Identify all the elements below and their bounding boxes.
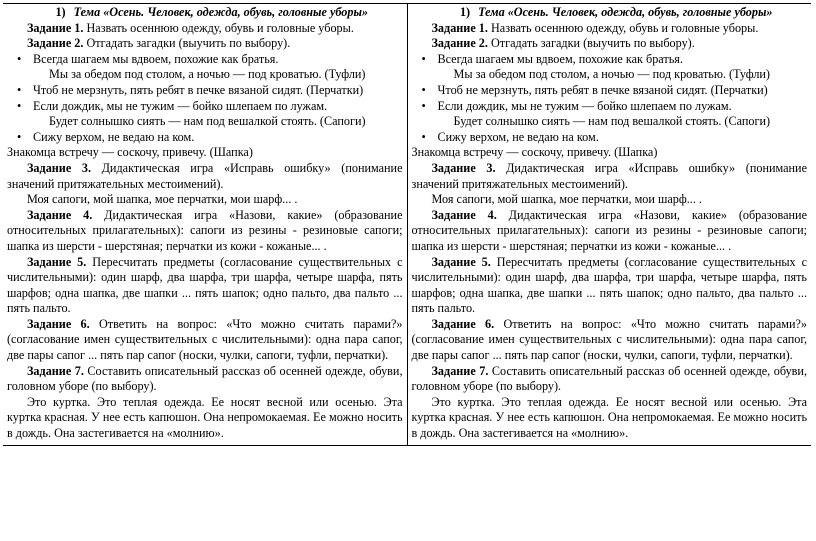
- riddle-item: • Если дождик, мы не тужим — бойко шлепаем по лужам.: [7, 99, 403, 115]
- task-1: Задание 1. Назвать осеннюю одежду, обувь и головные уборы.: [27, 20, 354, 35]
- riddle-line: Мы за обедом под столом, а ночью — под кроватью. (Туфли): [453, 67, 770, 82]
- topic-title: 1) Тема «Осень. Человек, одежда, обувь, головные уборы»: [459, 5, 773, 19]
- task-7: Задание 7. Составить описательный рассказ об осенней одежде, обуви, головном уборе (по выбору).: [7, 363, 403, 394]
- topic-title: 1) Тема «Осень. Человек, одежда, обувь, головные уборы»: [55, 5, 369, 19]
- riddle-item: • Сижу верхом, не ведаю на ком.: [412, 130, 808, 146]
- riddle-line: Будет солнышко сиять — нам под вешалкой стоять. (Сапоги): [49, 114, 366, 129]
- task-3: Задание 3. Дидактическая игра «Исправь ошибку» (понимание значений притяжательных местоимений).: [7, 160, 403, 191]
- task-5: Задание 5. Пересчитать предметы (согласование существительных с числительными): один шарф, два шарфа, три шарфа, четыре шарфа, пять шарфов; одна шапка, две шапки ... пять шапок; одно пальто, два пальто ... пять пальто.: [411, 254, 807, 316]
- bullet-icon: •: [17, 98, 22, 113]
- task-2: Задание 2. Отгадать загадки (выучить по выбору).: [27, 36, 291, 51]
- riddle-item: • Чтоб не мерзнуть, пять ребят в печке вязаной сидят. (Перчатки): [7, 83, 403, 99]
- story-text: Это куртка. Это теплая одежда. Ее носят весной или осенью. Эта куртка красная. У нее есть капюшон. Она непромокаемая. Ее можно носить в дождь. Она застегивается на «молнию».: [411, 394, 807, 441]
- right-column: [407, 4, 812, 445]
- riddle-item: • Сижу верхом, не ведаю на ком.: [7, 130, 403, 146]
- task-4: Задание 4. Дидактическая игра «Назови, какие» (образование относительных прилагательных): сапоги из резины - резиновые сапоги; шапка из шерсти - шерстяная; перчатки из кожи - кожаные... .: [7, 207, 403, 253]
- task-3-example: Моя сапоги, мой шапка, мое перчатки, мои шарф... .: [27, 192, 298, 207]
- bullet-icon: •: [421, 51, 426, 66]
- task-1: Задание 1. Назвать осеннюю одежду, обувь и головные уборы.: [431, 20, 759, 35]
- worksheet-table: [3, 3, 811, 446]
- story-text: Это куртка. Это теплая одежда. Ее носят весной или осенью. Эта куртка красная. У нее есть капюшон. Она непромокаемая. Ее можно носить в дождь. Она застегивается на «молнию».: [7, 394, 403, 441]
- riddle-item: • Всегда шагаем мы вдвоем, похожие как братья.: [412, 52, 808, 68]
- riddle-line: Мы за обедом под столом, а ночью — под кроватью. (Туфли): [49, 67, 366, 82]
- riddle-item: • Если дождик, мы не тужим — бойко шлепаем по лужам.: [412, 99, 808, 115]
- riddle-item: • Всегда шагаем мы вдвоем, похожие как братья.: [7, 52, 403, 68]
- bullet-icon: •: [17, 129, 22, 144]
- bullet-icon: •: [17, 82, 22, 97]
- task-4: Задание 4. Дидактическая игра «Назови, какие» (образование относительных прилагательных): сапоги из резины - резиновые сапоги; шапка из шерсти - шерстяная; перчатки из кожи - кожаные... .: [411, 207, 807, 253]
- task-2: Задание 2. Отгадать загадки (выучить по выбору).: [431, 36, 695, 51]
- task-5: Задание 5. Пересчитать предметы (согласование существительных с числительными): один шарф, два шарфа, три шарфа, четыре шарфа, пять шарфов; одна шапка, две шапки ... пять шапок; одно пальто, два пальто ... пять пальто.: [7, 254, 403, 316]
- bullet-icon: •: [421, 129, 426, 144]
- task-3: Задание 3. Дидактическая игра «Исправь ошибку» (понимание значений притяжательных местоимений).: [411, 160, 807, 191]
- bullet-icon: •: [17, 51, 22, 66]
- task-7: Задание 7. Составить описательный рассказ об осенней одежде, обуви, головном уборе (по выбору).: [411, 363, 807, 394]
- riddle-item: • Чтоб не мерзнуть, пять ребят в печке вязаной сидят. (Перчатки): [412, 83, 808, 99]
- task-6: Задание 6. Ответить на вопрос: «Что можно считать парами?» (согласование имен существительных с числительными): одна пара сапог, две пары сапог ... пять пар сапог (носки, чулки, сапоги, туфли, перчатки).: [7, 316, 403, 363]
- bullet-icon: •: [421, 98, 426, 113]
- riddle-tail: Знакомца встречу — соскочу, привечу. (Шапка): [7, 145, 253, 160]
- riddle-line: Будет солнышко сиять — нам под вешалкой стоять. (Сапоги): [453, 114, 771, 129]
- task-6: Задание 6. Ответить на вопрос: «Что можно считать парами?» (согласование имен существительных с числительными): одна пара сапог, две пары сапог ... пять пар сапог (носки, чулки, сапоги, туфли, перчатки).: [411, 316, 807, 363]
- bullet-icon: •: [421, 82, 426, 97]
- riddle-tail: Знакомца встречу — соскочу, привечу. (Шапка): [411, 145, 658, 160]
- left-column: [3, 4, 407, 445]
- task-3-example: Моя сапоги, мой шапка, мое перчатки, мои шарф... .: [431, 192, 702, 207]
